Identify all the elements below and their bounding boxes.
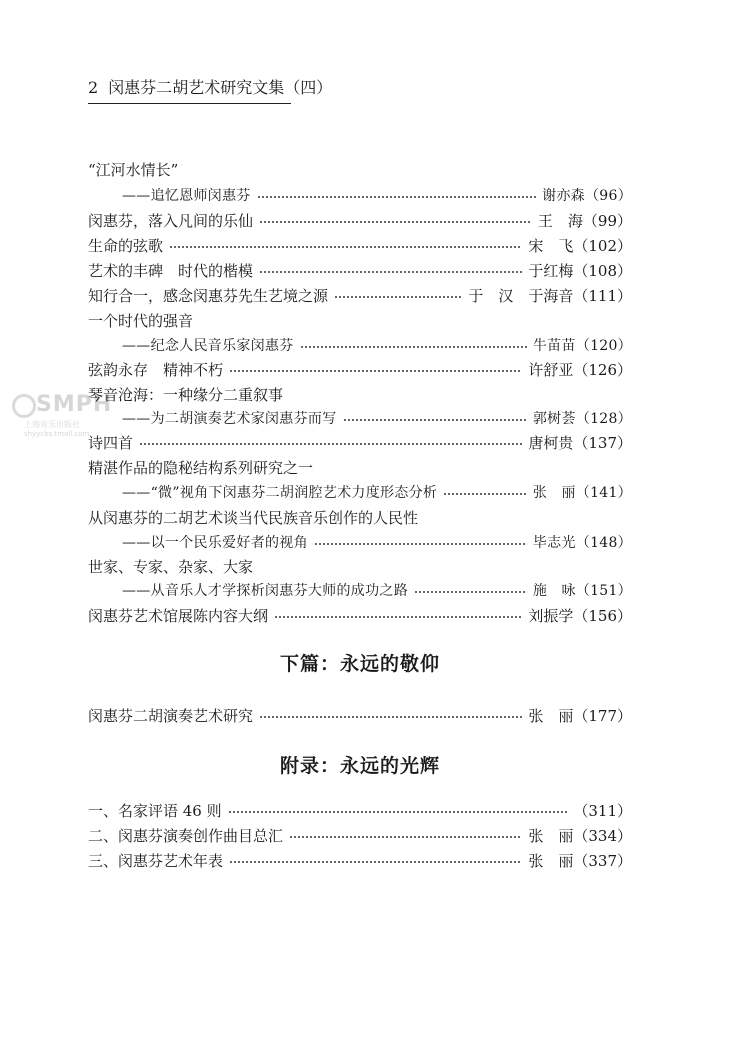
toc-entry-author: 毕志光 bbox=[532, 535, 576, 551]
dot-leader bbox=[314, 532, 527, 554]
dot-leader bbox=[139, 432, 522, 454]
toc-entry-title: 精湛作品的隐秘结构系列研究之一 bbox=[88, 459, 314, 477]
toc-entry-title: ——以一个民乐爱好者的视角 bbox=[122, 535, 308, 551]
toc-entry-author: 张 丽 bbox=[532, 485, 576, 501]
toc-entry-title: 闵惠芬艺术馆展陈内容大纲 bbox=[88, 607, 269, 625]
toc-entry-author: 许舒亚 bbox=[528, 361, 574, 379]
toc-entry-title: 诗四首 bbox=[88, 434, 134, 452]
toc-entry bbox=[88, 800, 632, 822]
dot-leader bbox=[414, 580, 527, 602]
toc-entry bbox=[88, 432, 632, 454]
toc-entry bbox=[122, 580, 632, 602]
toc-entry bbox=[88, 605, 632, 627]
toc-entry-page: （151） bbox=[575, 583, 632, 599]
toc-entry-title: 闵惠芬二胡演奏艺术研究 bbox=[88, 707, 254, 725]
toc-entry-page: （141） bbox=[575, 485, 632, 501]
toc-entry-title: ——为二胡演奏艺术家闵惠芬而写 bbox=[122, 411, 337, 427]
dot-leader bbox=[169, 235, 522, 257]
toc-entry bbox=[88, 457, 632, 479]
toc-entry-author: 施 咏 bbox=[532, 583, 576, 599]
toc-entry-title: 生命的弦歌 bbox=[88, 237, 164, 255]
toc-entry-page: （120） bbox=[575, 338, 632, 354]
dot-leader bbox=[443, 482, 527, 504]
toc-entry bbox=[122, 408, 632, 430]
toc-entry-page: （148） bbox=[575, 535, 632, 551]
toc-entry-title: 世家、专家、杂家、大家 bbox=[88, 558, 254, 576]
toc-entry-title: 艺术的丰碑 时代的楷模 bbox=[88, 262, 254, 280]
toc-entry-page: （111） bbox=[573, 287, 632, 305]
toc-entry bbox=[122, 532, 632, 554]
page-number: 2 bbox=[88, 78, 99, 97]
section-heading-lower-part: 下篇：永远的敬仰 bbox=[279, 653, 440, 675]
toc-entry-page: （102） bbox=[573, 237, 632, 255]
toc-entry bbox=[88, 159, 632, 181]
toc-entry bbox=[88, 825, 632, 847]
toc-entry bbox=[88, 310, 632, 332]
toc-entry-page: （334） bbox=[573, 827, 632, 845]
toc-entry-page: （337） bbox=[573, 852, 632, 870]
dot-leader bbox=[259, 260, 522, 282]
toc-entry-title: ——纪念人民音乐家闵惠芬 bbox=[122, 338, 294, 354]
toc-entry-page: （311） bbox=[573, 802, 632, 820]
toc-entry-author: 张 丽 bbox=[528, 707, 574, 725]
dot-leader bbox=[259, 705, 522, 727]
toc-entry-author: 于 汉 于海音 bbox=[468, 287, 574, 305]
header-rule bbox=[88, 103, 291, 104]
dot-leader bbox=[300, 335, 527, 357]
dot-leader bbox=[228, 800, 568, 822]
toc-entry bbox=[122, 335, 632, 357]
toc-entry-author: 宋 飞 bbox=[528, 237, 574, 255]
toc-entry-page: （137） bbox=[573, 434, 632, 452]
toc-entry-title: 琴音沧海：一种缘分二重叙事 bbox=[88, 386, 284, 404]
toc-entry bbox=[88, 705, 632, 727]
toc-entry-author: 刘振学 bbox=[528, 607, 574, 625]
toc-entry-author: 张 丽 bbox=[528, 852, 574, 870]
running-header bbox=[88, 77, 332, 99]
dot-leader bbox=[289, 825, 522, 847]
toc-entry bbox=[88, 210, 632, 232]
toc-entry-title: ——“微”视角下闵惠芬二胡润腔艺术力度形态分析 bbox=[122, 485, 438, 501]
toc-entry-title: 二、闵惠芬演奏创作曲目总汇 bbox=[88, 827, 284, 845]
toc-entry-page: （126） bbox=[573, 361, 632, 379]
toc-entry-page: （128） bbox=[575, 411, 632, 427]
watermark-url: shyycbs.tmall.com bbox=[24, 430, 90, 438]
section-heading-appendix: 附录：永远的光辉 bbox=[279, 755, 440, 777]
toc-entry-title: 一、名家评语 46 则 bbox=[88, 802, 222, 820]
publisher-logo-icon bbox=[12, 394, 36, 418]
dot-leader bbox=[343, 408, 527, 430]
dot-leader bbox=[274, 605, 522, 627]
toc-entry bbox=[88, 285, 632, 307]
toc-entry-title: 一个时代的强音 bbox=[88, 312, 194, 330]
dot-leader bbox=[229, 850, 522, 872]
toc-entry-page: （99） bbox=[582, 212, 632, 230]
dot-leader bbox=[257, 185, 536, 207]
toc-entry-author: 于红梅 bbox=[528, 262, 574, 280]
toc-entry bbox=[88, 359, 632, 381]
toc-entry bbox=[88, 507, 632, 529]
toc-entry-author: 牛苗苗 bbox=[532, 338, 576, 354]
toc-entry-title: 从闵惠芬的二胡艺术谈当代民族音乐创作的人民性 bbox=[88, 509, 419, 527]
toc-entry-page: （177） bbox=[573, 707, 632, 725]
toc-entry-title: 三、闵惠芬艺术年表 bbox=[88, 852, 224, 870]
dot-leader bbox=[229, 359, 522, 381]
toc-entry-author: 郭树荟 bbox=[532, 411, 576, 427]
toc-entry-author: 谢亦森 bbox=[542, 188, 585, 204]
toc-entry bbox=[88, 556, 632, 578]
dot-leader bbox=[334, 285, 462, 307]
toc-entry-title: 知行合一，感念闵惠芬先生艺境之源 bbox=[88, 287, 329, 305]
toc-entry-author: 唐柯贵 bbox=[528, 434, 574, 452]
toc-entry-author: 张 丽 bbox=[528, 827, 574, 845]
toc-entry-title: 弦韵永存 精神不朽 bbox=[88, 361, 224, 379]
toc-entry-title: ——从音乐人才学探析闵惠芬大师的成功之路 bbox=[122, 583, 408, 599]
toc-entry-page: （156） bbox=[573, 607, 632, 625]
toc-entry bbox=[88, 384, 632, 406]
toc-entry bbox=[88, 235, 632, 257]
dot-leader bbox=[259, 210, 532, 232]
toc-entry bbox=[122, 185, 632, 207]
toc-entry-title: ——追忆恩师闵惠芬 bbox=[122, 188, 251, 204]
toc-entry bbox=[88, 260, 632, 282]
watermark-logo-text: SMPH bbox=[36, 392, 113, 417]
book-title: 闵惠芬二胡艺术研究文集（四） bbox=[108, 78, 333, 97]
toc-entry-page: （108） bbox=[573, 262, 632, 280]
toc-entry-title: 闵惠芬，落入凡间的乐仙 bbox=[88, 212, 254, 230]
toc-entry-page: （96） bbox=[584, 188, 632, 204]
toc-entry-author: 王 海 bbox=[537, 212, 583, 230]
toc-entry-title: “江河水情长” bbox=[88, 161, 179, 179]
toc-entry bbox=[88, 850, 632, 872]
toc-entry bbox=[122, 482, 632, 504]
watermark-publisher: 上海音乐出版社 bbox=[24, 420, 80, 429]
